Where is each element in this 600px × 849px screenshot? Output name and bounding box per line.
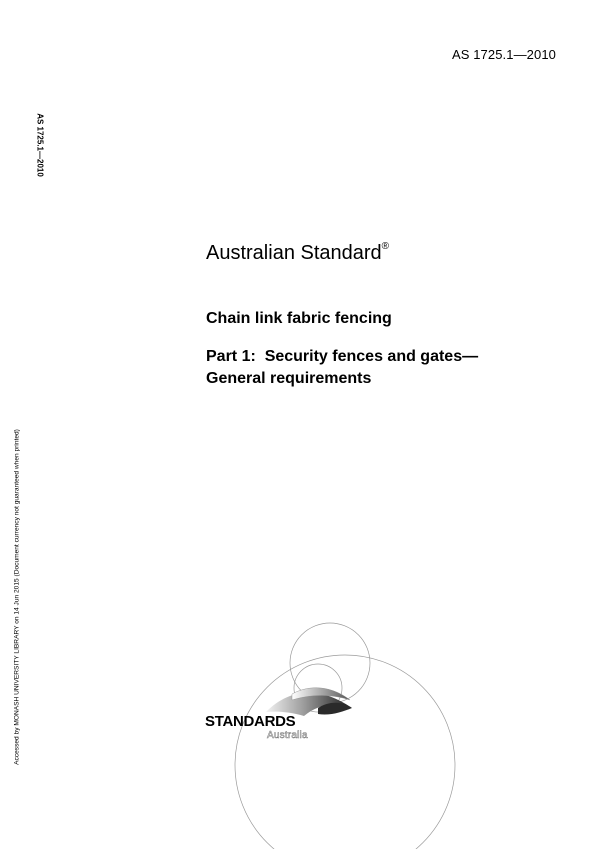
access-note: Accessed by MONASH UNIVERSITY LIBRARY on 14 Jun 2015 (Document currency not guaranteed when printed) — [13, 429, 21, 765]
brand-name: Australian Standard — [206, 242, 382, 264]
registered-mark: ® — [381, 241, 390, 253]
document-title: Chain link fabric fencing — [206, 310, 392, 327]
spine-document-number: AS 1725.1—2010 — [35, 113, 45, 177]
standards-logo-sub: Australia — [267, 730, 308, 741]
standards-logo-word: STANDARDS — [205, 713, 296, 730]
part-title-line-1: Part 1: Security fences and gates— — [206, 348, 479, 365]
document-number: AS 1725.1—2010 — [451, 47, 556, 62]
part-title-line-2: General requirements — [206, 370, 372, 387]
logo-arc-large — [235, 655, 455, 849]
